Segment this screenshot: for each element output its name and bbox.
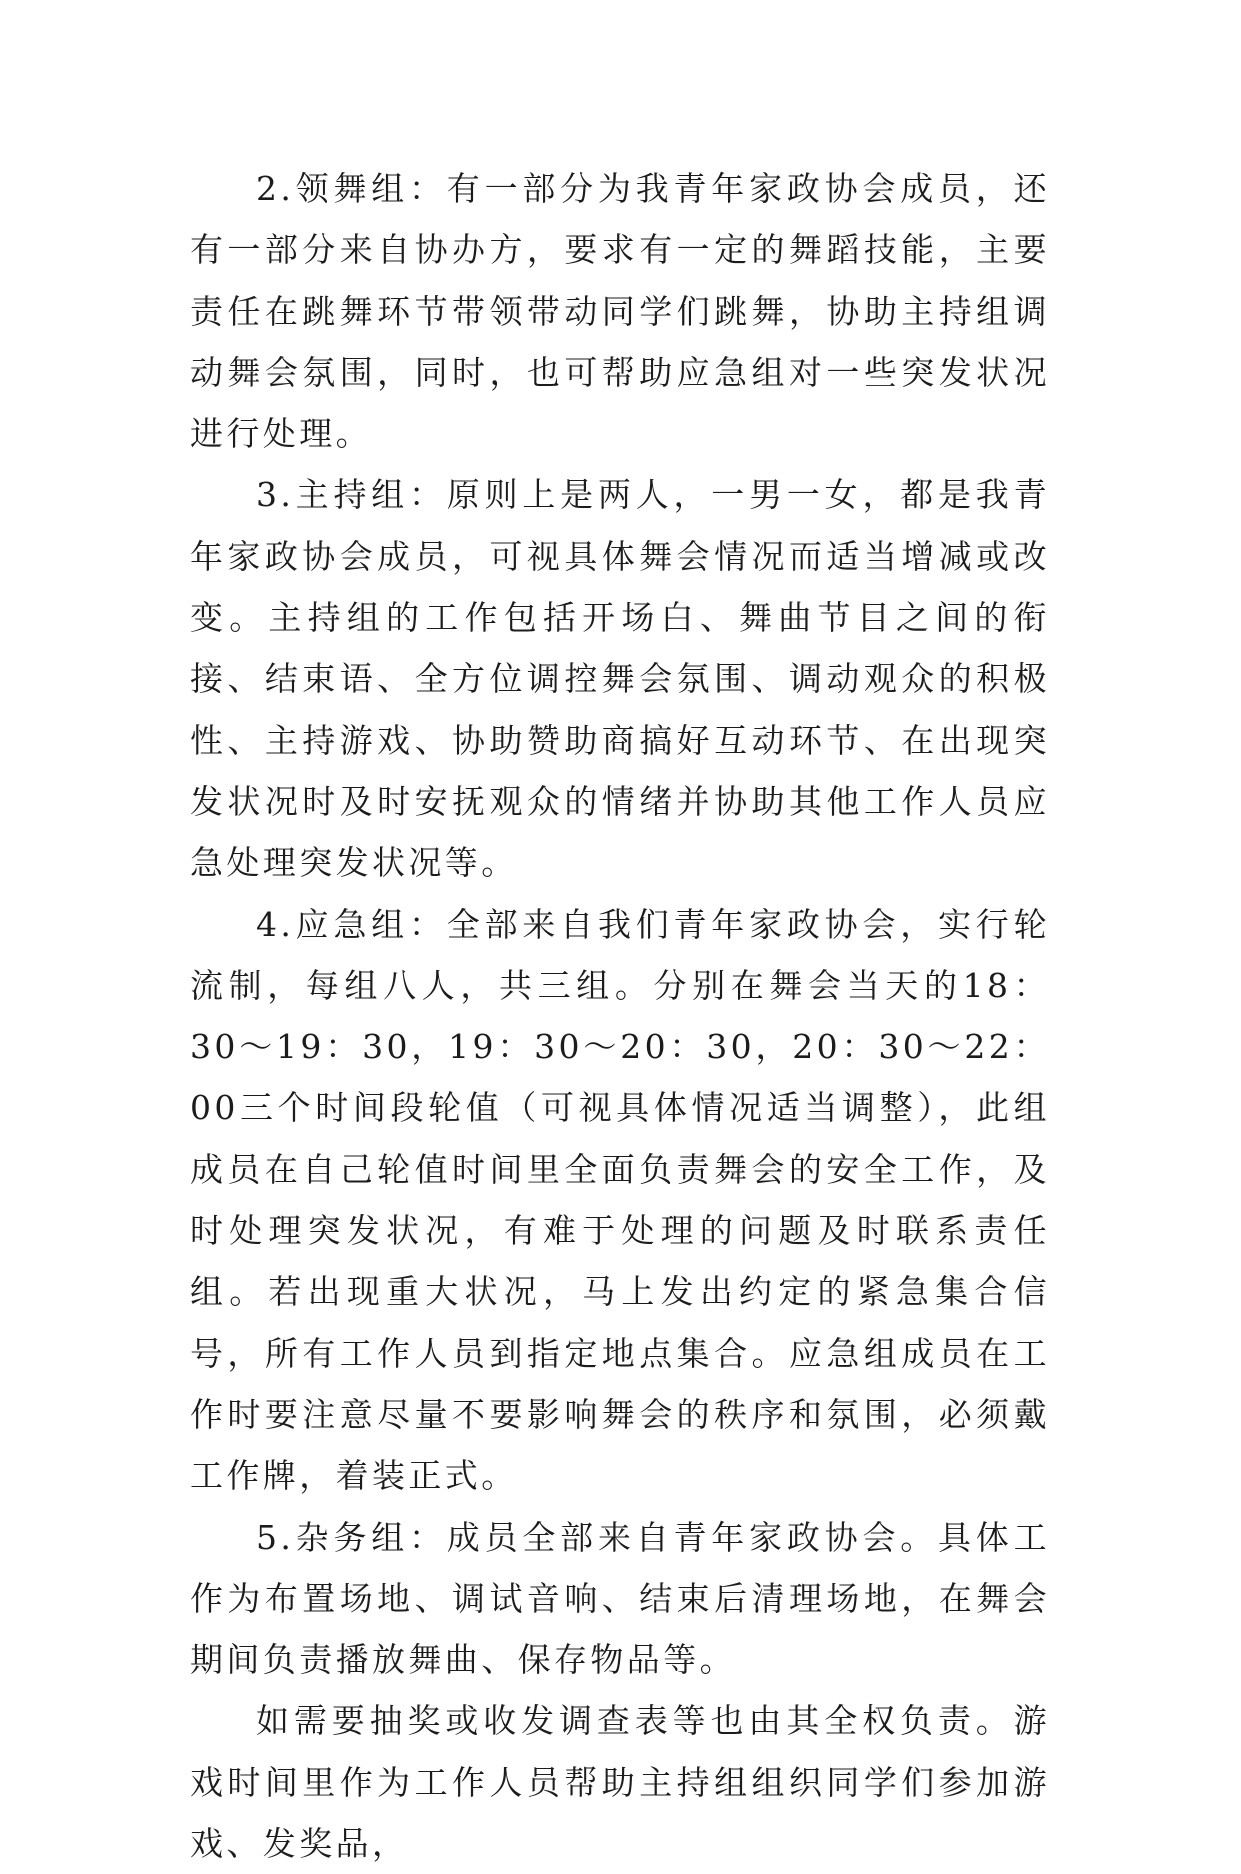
paragraph-lottery-survey: 如需要抽奖或收发调查表等也由其全权负责。游戏时间里作为工作人员帮助主持组组织同学们参加游戏、发奖品， xyxy=(190,1701,1050,1864)
document-body xyxy=(190,158,1050,1874)
paragraph-host-group: 3.主持组：原则上是两人，一男一女，都是我青年家政协会成员，可视具体舞会情况而适当增减或改变。主持组的工作包括开场白、舞曲节目之间的衔接、结束语、全方位调控舞会氛围、调动观众的积极性、主持游戏、协助赞助商搞好互动环节、在出现突发状况时及时安抚观众的情绪并协助其他工作人员应急处理突发状况等。 xyxy=(190,475,1050,883)
paragraph-emergency-group: 4.应急组：全部来自我们青年家政协会，实行轮流制，每组八人，共三组。分别在舞会当天的18：30～19：30，19：30～20：30，20：30～22：00三个时间段轮值（可视具体情况适当调整），此组成员在自己轮值时间里全面负责舞会的安全工作，及时处理突发状况，有难于处理的问题及时联系责任组。若出现重大状况，马上发出约定的紧急集合信号，所有工作人员到指定地点集合。应急组成员在工作时要注意尽量不要影响舞会的秩序和氛围，必须戴工作牌，着装正式。 xyxy=(190,904,1050,1496)
paragraph-lead-dance-group: 2.领舞组：有一部分为我青年家政协会成员，还有一部分来自协办方，要求有一定的舞蹈技能，主要责任在跳舞环节带领带动同学们跳舞，协助主持组调动舞会氛围，同时，也可帮助应急组对一些突发状况进行处理。 xyxy=(190,169,1050,454)
paragraph-misc-group: 5.杂务组：成员全部来自青年家政协会。具体工作为布置场地、调试音响、结束后清理场地，在舞会期间负责播放舞曲、保存物品等。 xyxy=(190,1517,1050,1680)
